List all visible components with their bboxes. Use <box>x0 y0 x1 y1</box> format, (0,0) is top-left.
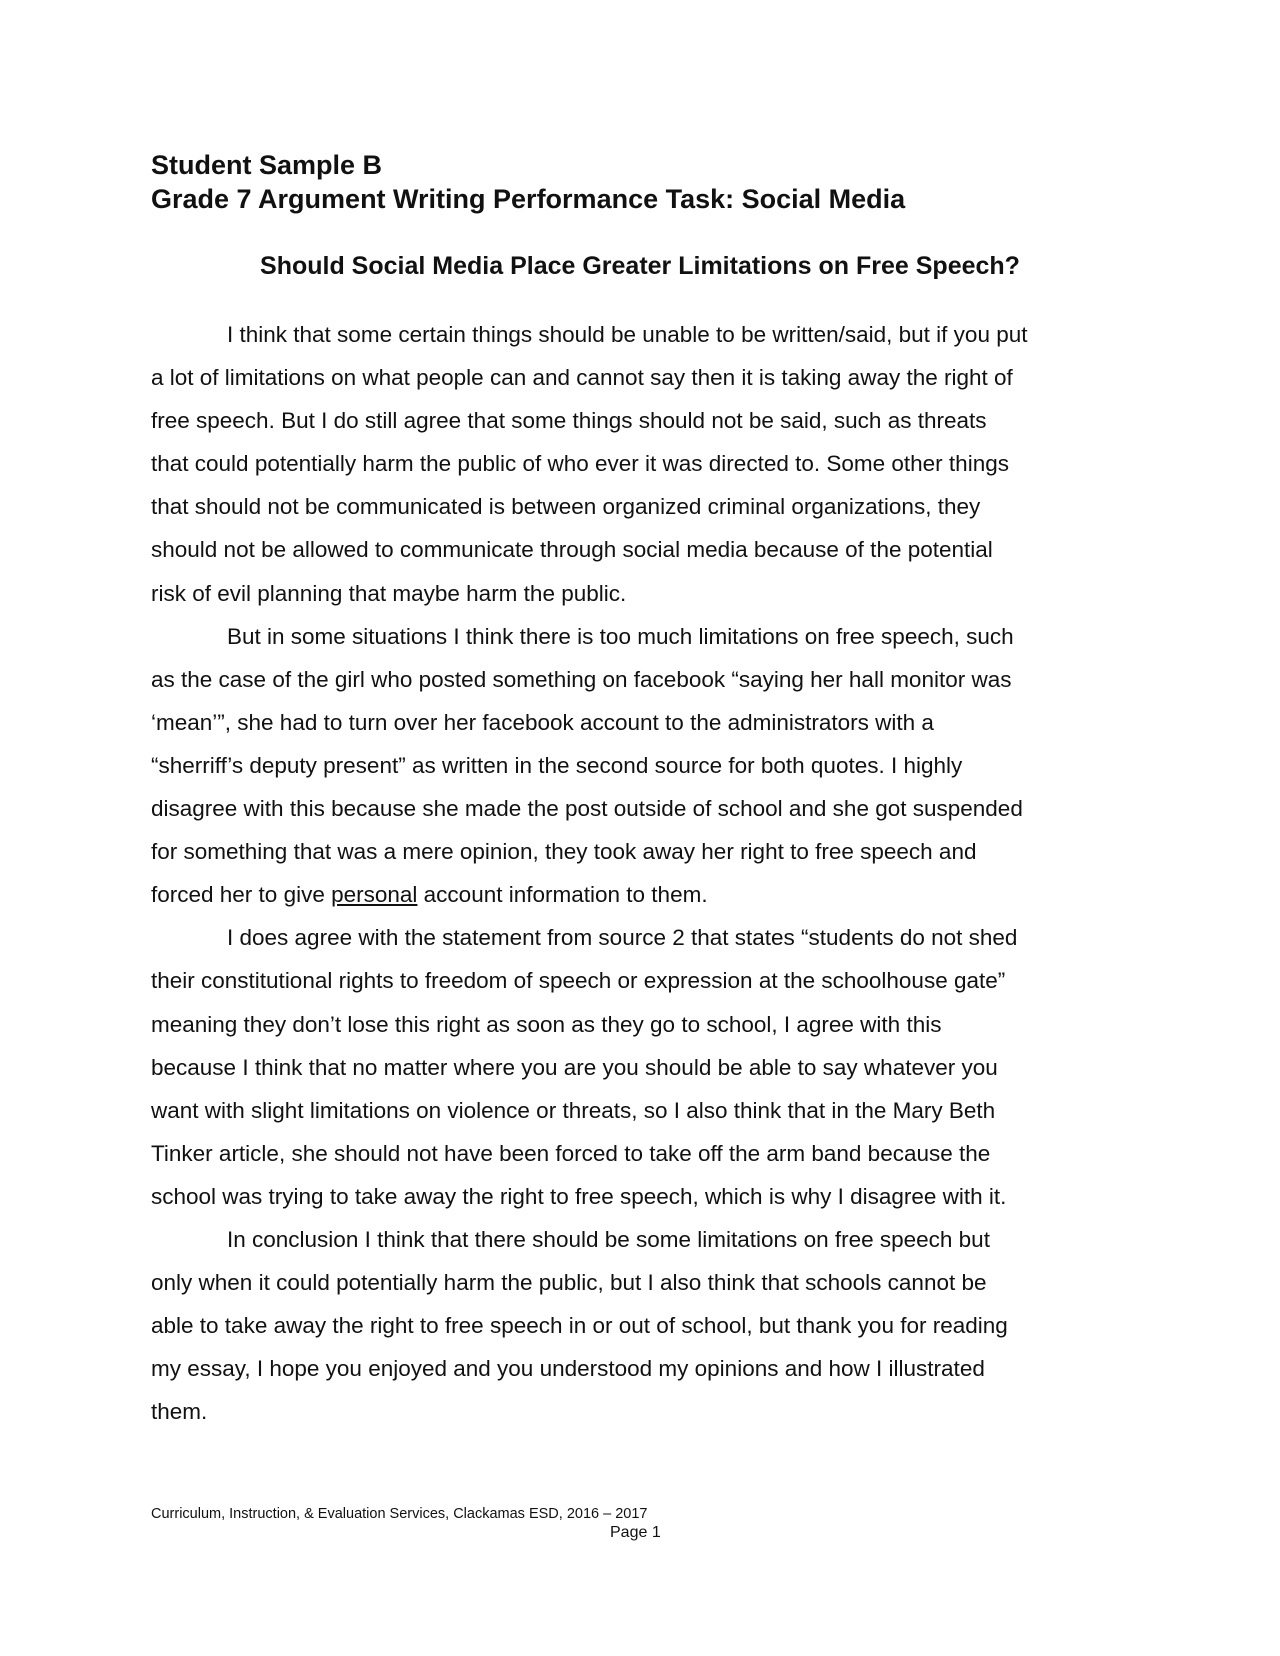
underlined-word: personal <box>331 882 418 908</box>
text-line: them. <box>151 1399 208 1425</box>
paragraph <box>151 313 1028 615</box>
paragraph <box>151 916 1028 1218</box>
text-line: able to take away the right to free speech in or out of school, but thank you for reading <box>151 1313 1008 1339</box>
text-line: their constitutional rights to freedom of speech or expression at the schoolhouse gate” <box>151 968 1006 994</box>
text-line: that could potentially harm the public of who ever it was directed to. Some other things <box>151 451 1009 477</box>
text-line: that should not be communicated is between organized criminal organizations, they <box>151 494 981 520</box>
essay-body <box>151 313 1028 1433</box>
sample-label: Student Sample B <box>151 150 383 180</box>
text-line: I does agree with the statement from source 2 that states “students do not shed <box>227 925 1018 951</box>
text-line: for something that was a mere opinion, they took away her right to free speech and <box>151 839 977 865</box>
text-line: my essay, I hope you enjoyed and you understood my opinions and how I illustrated <box>151 1356 985 1382</box>
text-line: risk of evil planning that maybe harm the public. <box>151 580 627 606</box>
text-span: forced her to give <box>151 882 332 908</box>
page-number: Page 1 <box>610 1524 661 1541</box>
text-line: should not be allowed to communicate through social media because of the potential <box>151 537 993 563</box>
text-line: meaning they don’t lose this right as soon as they go to school, I agree with this <box>151 1011 942 1037</box>
text-line: school was trying to take away the right to free speech, which is why I disagree with it. <box>151 1183 1007 1209</box>
text-line: only when it could potentially harm the public, but I also think that schools cannot be <box>151 1270 987 1296</box>
text-line: a lot of limitations on what people can and cannot say then it is taking away the right of <box>151 365 1013 391</box>
footer-credit: Curriculum, Instruction, & Evaluation Services, Clackamas ESD, 2016 – 2017 <box>151 1506 648 1522</box>
essay-title: Should Social Media Place Greater Limitations on Free Speech? <box>260 252 1020 280</box>
task-heading: Grade 7 Argument Writing Performance Task: Social Media <box>151 184 906 214</box>
paragraph <box>151 1218 1028 1433</box>
text-span: account information to them. <box>417 882 708 908</box>
text-line: disagree with this because she made the post outside of school and she got suspended <box>151 796 1023 822</box>
text-line: “sherriff’s deputy present” as written in the second source for both quotes. I highly <box>151 752 963 778</box>
paragraph <box>151 615 1028 917</box>
text-line <box>151 873 1028 916</box>
text-line: want with slight limitations on violence or threats, so I also think that in the Mary Beth <box>151 1097 996 1123</box>
text-line: because I think that no matter where you are you should be able to say whatever you <box>151 1054 998 1080</box>
text-line: ‘mean’”, she had to turn over her facebook account to the administrators with a <box>151 709 934 735</box>
text-line: free speech. But I do still agree that some things should not be said, such as threats <box>151 408 987 434</box>
text-line: But in some situations I think there is too much limitations on free speech, such <box>227 623 1014 649</box>
text-line: as the case of the girl who posted something on facebook “saying her hall monitor was <box>151 666 1012 692</box>
text-line: Tinker article, she should not have been forced to take off the arm band because the <box>151 1140 991 1166</box>
text-line: I think that some certain things should be unable to be written/said, but if you put <box>227 322 1028 347</box>
text-line: In conclusion I think that there should be some limitations on free speech but <box>227 1226 990 1252</box>
